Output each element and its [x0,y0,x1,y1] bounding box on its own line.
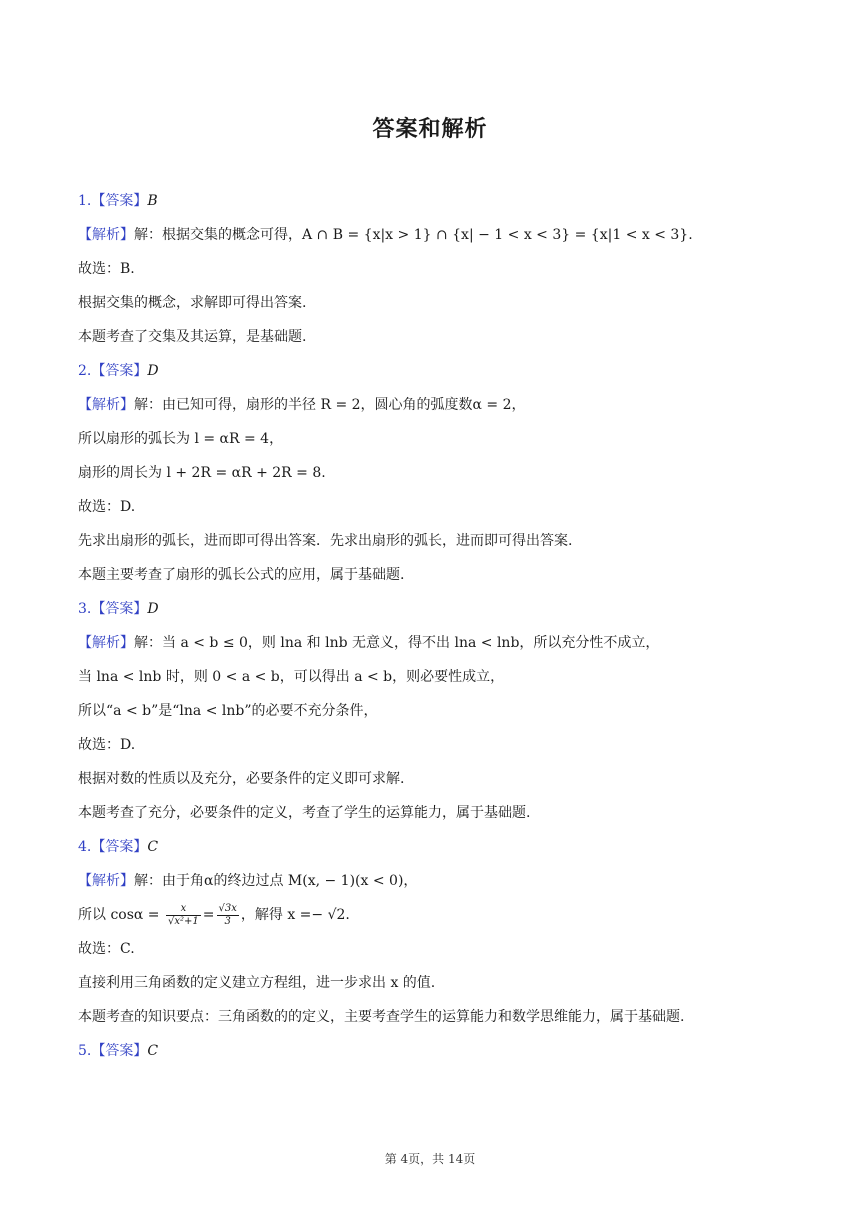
q4-fraction-1-denominator: √x²+1 [168,915,199,927]
answers-content [78,188,798,1072]
q2-number: 2. [78,363,92,379]
q3-analysis-text: 解：当 a < b ≤ 0，则 lna 和 lnb 无意义，得不出 lna < lnb，所以充分性不成立， [134,635,660,651]
q3-number: 3. [78,601,92,617]
q4-analysis-text: 解：由于角α的终边过点 M(x, − 1)(x < 0)， [134,873,418,889]
q2-arc-length-line: 所以扇形的弧长为 l = αR = 4， [78,431,284,447]
page-title: 答案和解析 [372,117,488,142]
q1-choice-line: 故选：B. [78,261,135,277]
q4-analysis-line [78,868,798,902]
q3-analysis-tag: 【解析】 [78,635,134,651]
q3-choice-line: 故选：D. [78,737,136,753]
q3-analysis-line [78,630,798,664]
q4-fraction-2-numerator: √3x [218,902,237,914]
q2-method-line: 先求出扇形的弧长，进而即可得出答案．先求出扇形的弧长，进而即可得出答案. [78,533,573,549]
q2-analysis-tag: 【解析】 [78,397,134,413]
q2-analysis-text: 解：由已知可得，扇形的半径 R = 2，圆心角的弧度数α = 2， [134,397,526,413]
q5-number: 5. [78,1043,92,1059]
page-footer: 第 4页，共 14页 [384,1152,476,1166]
q2-answer-line [78,358,798,392]
q4-answer-line [78,834,798,868]
q2-analysis-line [78,392,798,426]
q5-answer-line [78,1038,798,1072]
q2-answer-tag: 【答案】 [91,363,148,379]
q3-answer: D [147,601,159,617]
q2-comment-line: 本题主要考查了扇形的弧长公式的应用，属于基础题. [78,567,405,583]
q4-answer: C [147,839,159,855]
q4-answer-tag: 【答案】 [91,839,148,855]
q1-analysis-tag: 【解析】 [78,227,134,243]
q2-choice-line: 故选：D. [78,499,136,515]
q1-analysis-text: 解：根据交集的概念可得，A ∩ B = {x|x > 1} ∩ {x| − 1 < x < 3} = {x|1 < x < 3}. [134,227,693,243]
q4-fraction-1 [166,903,201,928]
q4-equation-prefix: 所以 cosα = [78,907,160,923]
q4-equation-line [78,902,798,936]
q4-equation-suffix: ，解得 x =− √2. [240,907,350,923]
q1-method-line: 根据交集的概念，求解即可得出答案. [78,295,307,311]
q4-comment-line: 本题考查的知识要点：三角函数的的定义，主要考查学生的运算能力和数学思维能力，属于基础题. [78,1009,685,1025]
q4-equals-sign: = [202,907,215,923]
q1-answer: B [147,193,158,209]
q3-answer-tag: 【答案】 [91,601,148,617]
q1-answer-line [78,188,798,222]
q4-fraction-2 [217,903,239,928]
q3-comment-line: 本题考查了充分，必要条件的定义，考查了学生的运算能力，属于基础题. [78,805,531,821]
q3-method-line: 根据对数的性质以及充分，必要条件的定义即可求解. [78,771,405,787]
q2-perimeter-line: 扇形的周长为 l + 2R = αR + 2R = 8. [78,465,326,481]
q5-answer: C [147,1043,159,1059]
q1-analysis-line [78,222,798,256]
q3-answer-line [78,596,798,630]
q1-answer-tag: 【答案】 [91,193,148,209]
q4-analysis-tag: 【解析】 [78,873,134,889]
q4-choice-line: 故选：C. [78,941,135,957]
q4-number: 4. [78,839,92,855]
q1-number: 1. [78,193,92,209]
q4-fraction-2-denominator: 3 [224,915,231,927]
q3-necessity-line: 当 lna < lnb 时，则 0 < a < b，可以得出 a < b，则必要性成立， [78,669,505,685]
q1-comment-line: 本题考查了交集及其运算，是基础题. [78,329,307,345]
q3-conclusion-line: 所以“a < b”是“lna < lnb”的必要不充分条件， [78,703,378,719]
q5-answer-tag: 【答案】 [91,1043,148,1059]
q2-answer: D [147,363,159,379]
q4-fraction-1-numerator: x [166,903,201,916]
q4-method-line: 直接利用三角函数的定义建立方程组，进一步求出 x 的值. [78,975,436,991]
